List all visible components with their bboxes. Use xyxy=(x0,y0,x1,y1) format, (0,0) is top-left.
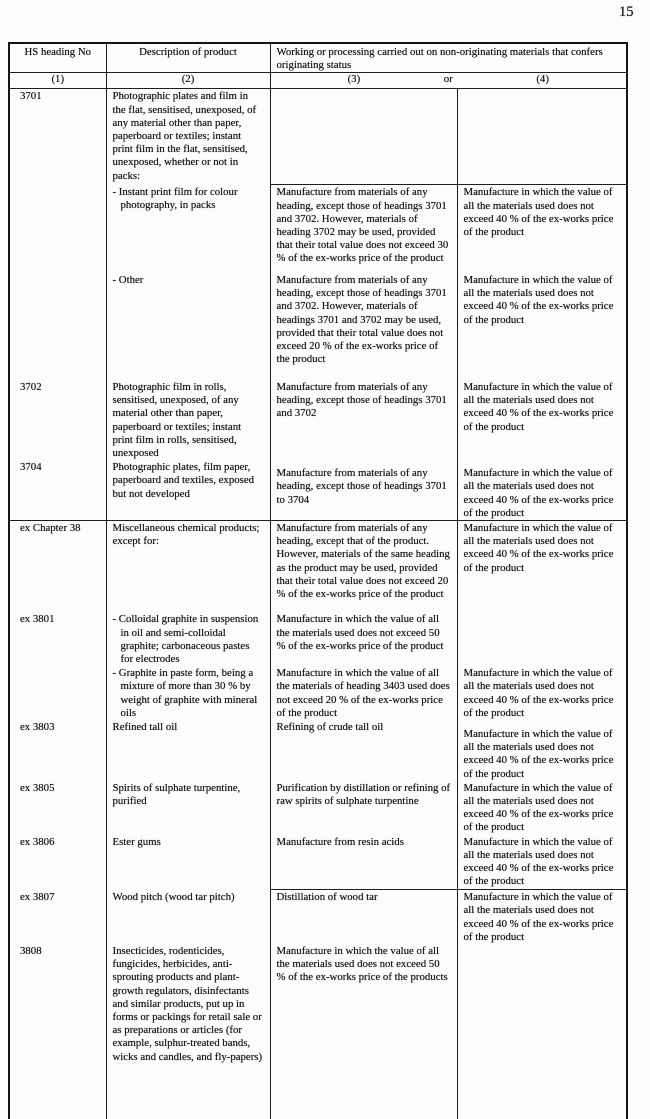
rule-col4-cell xyxy=(457,944,627,1119)
hs-heading-cell: ex 3803 xyxy=(9,720,106,781)
rule-col3-cell: Manufacture from materials of any heading, except that of the product. However, materials of the same heading as the product may be used, provided that their total value does not exceed 20 % of the ex-works price of the product xyxy=(270,520,457,612)
or-label: or xyxy=(443,73,453,86)
hs-heading-cell: ex 3806 xyxy=(9,835,106,890)
rule-col4-cell: Manufacture in which the value of all the materials used does not exceed 40 % of the ex-works price of the product xyxy=(457,835,627,890)
rule-col4-cell: Manufacture in which the value of all the materials used does not exceed 40 % of the ex-works price of the product xyxy=(457,273,627,380)
table-row xyxy=(9,460,627,520)
rule-col4-cell: Manufacture in which the value of all the materials used does not exceed 40 % of the ex-works price of the product xyxy=(457,666,627,720)
table-row xyxy=(9,944,627,1119)
rule-col3-cell: Manufacture from resin acids xyxy=(270,835,457,890)
hs-heading-cell: ex 3805 xyxy=(9,781,106,835)
description-cell: - Graphite in paste form, being a mixture of more than 30 % by weight of graphite with mineral oils xyxy=(106,666,270,720)
hs-heading-cell: ex 3807 xyxy=(9,890,106,944)
rule-col4-cell: Manufacture in which the value of all the materials used does not exceed 40 % of the ex-works price of the product xyxy=(457,890,627,944)
col-number-1: (1) xyxy=(9,73,106,89)
col-header-working-processing: Working or processing carried out on non-originating materials that confers originating status xyxy=(270,43,627,73)
hs-heading-cell xyxy=(9,273,106,380)
description-cell: - Colloidal graphite in suspension in oil and semi-colloidal graphite; carbonaceous pastes for electrodes xyxy=(106,612,270,666)
rule-col4-cell: Manufacture in which the value of all the materials used does not exceed 40 % of the ex-works price of the product xyxy=(457,380,627,460)
table-header-row xyxy=(9,43,627,73)
column-numbers-row xyxy=(9,73,627,89)
table-row xyxy=(9,89,627,185)
rule-col3-cell: Manufacture in which the value of all the materials used does not exceed 50 % of the ex-works price of the product xyxy=(270,612,457,666)
description-cell: Insecticides, rodenticides, fungicides, herbicides, anti-sprouting products and plant-growth regulators, disinfectants and similar products, put up in forms or packings for retail sale or as preparations or articles (for example, sulphur-treated bands, wicks and candles, and fly-papers) xyxy=(106,944,270,1119)
rule-col4-cell xyxy=(457,89,627,185)
description-cell: Miscellaneous chemical products; except for: xyxy=(106,520,270,612)
rule-col4-cell: Manufacture in which the value of all the materials used does not exceed 40 % of the ex-works price of the product xyxy=(457,185,627,273)
rule-col3-cell: Purification by distillation or refining of raw spirits of sulphate turpentine xyxy=(270,781,457,835)
col-numbers-3-4 xyxy=(277,73,621,86)
table-row xyxy=(9,520,627,612)
col-header-description: Description of product xyxy=(106,43,270,73)
rule-col3-cell: Refining of crude tall oil xyxy=(270,720,457,781)
rule-col3-cell: Manufacture from materials of any heading, except those of headings 3701 and 3702 xyxy=(270,380,457,460)
table-row xyxy=(9,273,627,380)
col-number-4: (4) xyxy=(536,73,549,86)
description-cell: - Other xyxy=(106,273,270,380)
hs-heading-cell: 3704 xyxy=(9,460,106,520)
table-row xyxy=(9,781,627,835)
table-row xyxy=(9,890,627,944)
rule-col3-cell: Distillation of wood tar xyxy=(270,890,457,944)
rule-col3-cell: Manufacture from materials of any heading, except those of headings 3701 to 3704 xyxy=(270,460,457,520)
description-cell: Photographic film in rolls, sensitised, unexposed, of any material other than paper, paperboard or textiles; instant print film in rolls, sensitised, unexposed xyxy=(106,380,270,460)
table-row xyxy=(9,835,627,890)
rule-col3-cell xyxy=(270,89,457,185)
table-row xyxy=(9,720,627,781)
rule-col4-cell: Manufacture in which the value of all the materials used does not exceed 40 % of the ex-works price of the product xyxy=(457,520,627,612)
col-header-hs-heading: HS heading No xyxy=(9,43,106,73)
hs-heading-cell: ex Chapter 38 xyxy=(9,520,106,612)
rule-col3-cell: Manufacture in which the value of all the materials used does not exceed 50 % of the ex-works price of the products xyxy=(270,944,457,1119)
table-row xyxy=(9,380,627,460)
rule-col4-cell: Manufacture in which the value of all the materials used does not exceed 40 % of the ex-works price of the product xyxy=(457,781,627,835)
col-number-3: (3) xyxy=(347,73,361,86)
table-row xyxy=(9,612,627,666)
col-number-2: (2) xyxy=(106,73,270,89)
rule-col4-cell: Manufacture in which the value of all the materials used does not exceed 40 % of the ex-works price of the product xyxy=(457,720,627,781)
description-cell: Wood pitch (wood tar pitch) xyxy=(106,890,270,944)
hs-heading-cell: ex 3801 xyxy=(9,612,106,666)
description-cell: Ester gums xyxy=(106,835,270,890)
rules-of-origin-table xyxy=(8,42,628,1119)
description-cell: Photographic plates and film in the flat, sensitised, unexposed, of any material other than paper, paperboard or textiles; instant print film in the flat, sensitised, unexposed, whether or not in packs: xyxy=(106,89,270,185)
hs-heading-cell: 3701 xyxy=(9,89,106,185)
table-row xyxy=(9,666,627,720)
page-number: 15 xyxy=(619,4,634,20)
hs-heading-cell: 3702 xyxy=(9,380,106,460)
rule-col3-cell: Manufacture from materials of any heading, except those of headings 3701 and 3702. However, materials of heading 3702 may be used, provided that their total value does not exceed 30 % of the ex-works price of the product xyxy=(270,185,457,273)
table-row xyxy=(9,185,627,273)
col-numbers-3-4-cell xyxy=(270,73,627,89)
description-cell: Spirits of sulphate turpentine, purified xyxy=(106,781,270,835)
rule-col4-cell xyxy=(457,612,627,666)
rule-col3-cell: Manufacture from materials of any heading, except those of headings 3701 and 3702. However, materials of headings 3701 and 3702 may be used, provided that their total value does not exceed 20 % of the ex-works price of the product xyxy=(270,273,457,380)
description-cell: Refined tall oil xyxy=(106,720,270,781)
hs-heading-cell xyxy=(9,185,106,273)
hs-heading-cell xyxy=(9,666,106,720)
hs-heading-cell: 3808 xyxy=(9,944,106,1119)
rule-col4-cell: Manufacture in which the value of all the materials used does not exceed 40 % of the ex-works price of the product xyxy=(457,460,627,520)
rule-col3-cell: Manufacture in which the value of all the materials of heading 3403 used does not exceed 20 % of the ex-works price of the product xyxy=(270,666,457,720)
description-cell: Photographic plates, film paper, paperboard and textiles, exposed but not developed xyxy=(106,460,270,520)
description-cell: - Instant print film for colour photography, in packs xyxy=(106,185,270,273)
